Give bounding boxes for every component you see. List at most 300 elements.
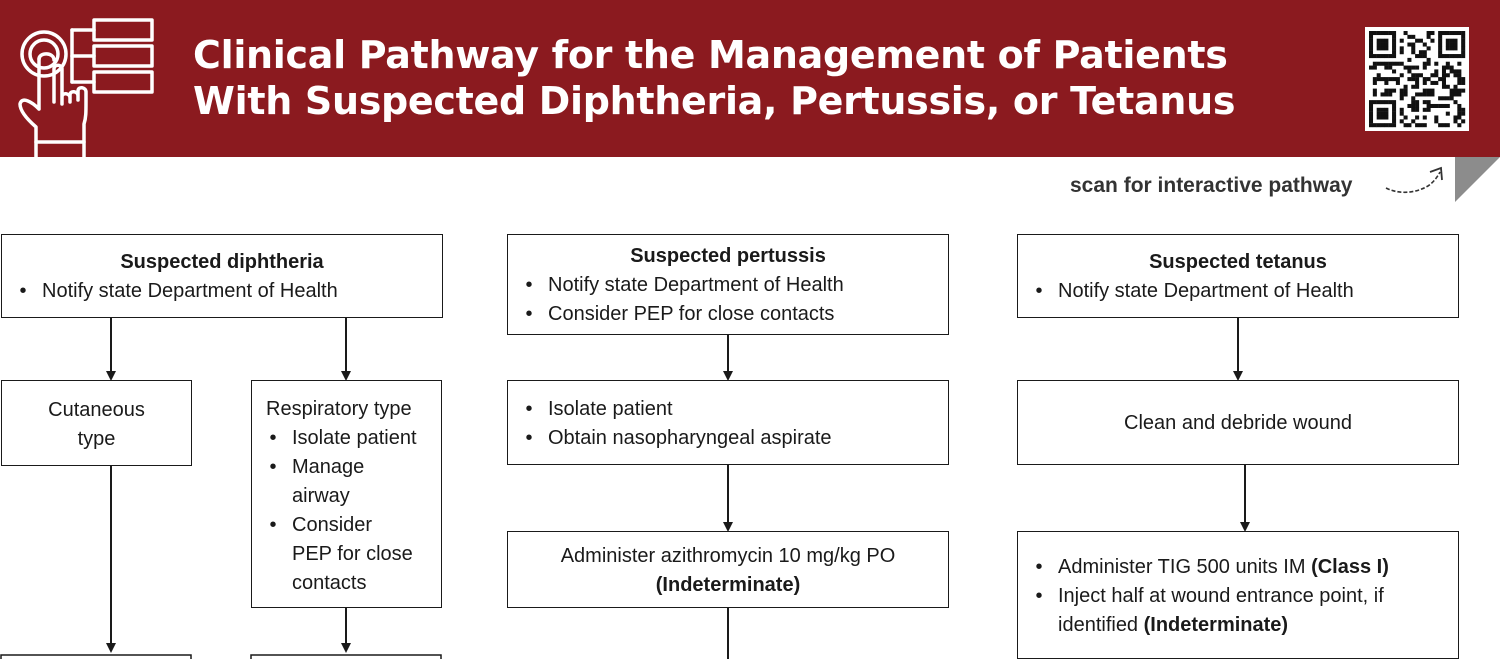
diphtheria-heading: Suspected diphtheria: [120, 251, 324, 273]
qr-module: [1427, 31, 1431, 35]
qr-module: [1384, 112, 1388, 116]
qr-module: [1377, 73, 1381, 77]
qr-module: [1373, 92, 1377, 96]
qr-module: [1415, 108, 1419, 112]
qr-module: [1400, 46, 1404, 50]
qr-module: [1411, 96, 1415, 100]
qr-module: [1369, 108, 1373, 112]
qr-module: [1396, 62, 1400, 66]
curved-arrow-icon: [1384, 160, 1446, 200]
qr-module: [1442, 66, 1446, 70]
qr-module: [1442, 123, 1446, 127]
qr-module: [1430, 31, 1434, 35]
qr-module: [1369, 39, 1373, 43]
qr-module: [1392, 89, 1396, 93]
qr-module: [1453, 85, 1457, 89]
qr-module: [1461, 108, 1465, 112]
qr-module: [1457, 123, 1461, 127]
tetanus-heading: Suspected tetanus: [1149, 251, 1327, 273]
qr-module: [1415, 73, 1419, 77]
qr-module: [1461, 81, 1465, 85]
qr-module: [1369, 43, 1373, 47]
list-item: • Manage airway: [266, 453, 441, 511]
qr-module: [1392, 119, 1396, 123]
evidence-class: (Class I): [1311, 556, 1389, 578]
qr-module: [1434, 119, 1438, 123]
qr-module: [1388, 31, 1392, 35]
qr-module: [1450, 43, 1454, 47]
qr-module: [1446, 85, 1450, 89]
qr-module: [1423, 62, 1427, 66]
qr-module: [1461, 54, 1465, 58]
qr-module: [1427, 35, 1431, 39]
qr-module: [1438, 50, 1442, 54]
qr-module: [1457, 115, 1461, 119]
qr-module: [1381, 43, 1385, 47]
qr-module: [1369, 66, 1373, 70]
qr-module: [1400, 119, 1404, 123]
qr-module: [1453, 100, 1457, 104]
qr-module: [1453, 43, 1457, 47]
qr-module: [1392, 112, 1396, 116]
qr-module: [1411, 73, 1415, 77]
qr-module: [1415, 85, 1419, 89]
qr-module: [1388, 62, 1392, 66]
qr-module: [1384, 39, 1388, 43]
qr-module: [1419, 54, 1423, 58]
qr-module: [1404, 31, 1408, 35]
qr-module: [1438, 43, 1442, 47]
qr-module: [1369, 115, 1373, 119]
qr-module: [1450, 92, 1454, 96]
qr-module: [1369, 35, 1373, 39]
qr-module: [1373, 123, 1377, 127]
qr-module: [1377, 108, 1381, 112]
qr-code-icon[interactable]: [1365, 27, 1469, 131]
qr-module: [1411, 77, 1415, 81]
qr-module: [1392, 39, 1396, 43]
qr-module: [1381, 77, 1385, 81]
qr-module: [1457, 73, 1461, 77]
azithromycin-dose: Administer azithromycin 10 mg/kg PO: [560, 545, 896, 567]
qr-module: [1381, 46, 1385, 50]
qr-module: [1407, 58, 1411, 62]
qr-module: [1423, 100, 1427, 104]
qr-module: [1384, 81, 1388, 85]
qr-module: [1446, 66, 1450, 70]
qr-module: [1415, 81, 1419, 85]
qr-module: [1423, 92, 1427, 96]
list-item: • Obtain nasopharyngeal aspirate: [522, 424, 948, 453]
qr-module: [1415, 77, 1419, 81]
qr-module: [1427, 100, 1431, 104]
list-item: • Isolate patient: [522, 395, 948, 424]
qr-module: [1392, 50, 1396, 54]
qr-module: [1434, 81, 1438, 85]
qr-module: [1430, 81, 1434, 85]
qr-module: [1427, 104, 1431, 108]
qr-module: [1423, 89, 1427, 93]
qr-module: [1384, 46, 1388, 50]
qr-module: [1457, 69, 1461, 73]
qr-module: [1423, 81, 1427, 85]
qr-module: [1396, 77, 1400, 81]
qr-module: [1384, 54, 1388, 58]
qr-module: [1384, 100, 1388, 104]
qr-module: [1427, 58, 1431, 62]
list-item: • Consider PEP for close contacts: [522, 300, 948, 329]
list-item: • Notify state Department of Health: [1032, 277, 1458, 306]
qr-module: [1415, 115, 1419, 119]
qr-module: [1369, 54, 1373, 58]
qr-module: [1384, 43, 1388, 47]
qr-module: [1384, 89, 1388, 93]
qr-module: [1457, 112, 1461, 116]
qr-module: [1423, 54, 1427, 58]
qr-module: [1411, 43, 1415, 47]
cutaneous-line-1: Cutaneous: [48, 399, 145, 421]
qr-module: [1373, 31, 1377, 35]
qr-module: [1461, 31, 1465, 35]
qr-module: [1450, 31, 1454, 35]
qr-module: [1446, 54, 1450, 58]
qr-module: [1461, 39, 1465, 43]
qr-module: [1427, 92, 1431, 96]
qr-module: [1442, 54, 1446, 58]
pertussis-heading: Suspected pertussis: [630, 245, 826, 267]
qr-module: [1381, 62, 1385, 66]
qr-module: [1407, 77, 1411, 81]
qr-module: [1450, 89, 1454, 93]
suspected-pertussis-box: [507, 234, 949, 335]
qr-module: [1388, 66, 1392, 70]
qr-module: [1461, 89, 1465, 93]
qr-module: [1373, 81, 1377, 85]
qr-module: [1415, 54, 1419, 58]
qr-module: [1377, 62, 1381, 66]
qr-module: [1427, 108, 1431, 112]
qr-module: [1457, 108, 1461, 112]
qr-module: [1369, 123, 1373, 127]
qr-module: [1450, 66, 1454, 70]
qr-module: [1381, 100, 1385, 104]
title-line-2: With Suspected Diphtheria, Pertussis, or Tetanus: [193, 79, 1236, 123]
qr-module: [1457, 104, 1461, 108]
qr-module: [1453, 39, 1457, 43]
qr-module: [1392, 115, 1396, 119]
qr-module: [1461, 43, 1465, 47]
qr-module: [1400, 96, 1404, 100]
qr-module: [1415, 39, 1419, 43]
qr-module: [1423, 50, 1427, 54]
qr-module: [1407, 66, 1411, 70]
qr-module: [1423, 108, 1427, 112]
qr-module: [1434, 104, 1438, 108]
qr-module: [1430, 39, 1434, 43]
qr-module: [1423, 123, 1427, 127]
qr-module: [1442, 96, 1446, 100]
qr-module: [1457, 54, 1461, 58]
qr-module: [1438, 31, 1442, 35]
qr-module: [1438, 123, 1442, 127]
qr-module: [1407, 104, 1411, 108]
qr-module: [1450, 54, 1454, 58]
cutaneous-type-box: [1, 380, 192, 466]
qr-module: [1388, 92, 1392, 96]
list-item: • Notify state Department of Health: [16, 277, 442, 306]
qr-module: [1388, 100, 1392, 104]
qr-module: [1446, 46, 1450, 50]
qr-module: [1396, 81, 1400, 85]
evidence-class: (Indeterminate): [1143, 614, 1289, 636]
scan-note: scan for interactive pathway: [1070, 174, 1353, 197]
qr-module: [1446, 123, 1450, 127]
qr-module: [1423, 43, 1427, 47]
qr-module: [1423, 66, 1427, 70]
qr-module: [1450, 39, 1454, 43]
qr-module: [1392, 46, 1396, 50]
qr-module: [1400, 73, 1404, 77]
qr-module: [1427, 46, 1431, 50]
qr-module: [1446, 104, 1450, 108]
qr-module: [1373, 66, 1377, 70]
qr-module: [1377, 31, 1381, 35]
respiratory-heading: Respiratory type: [266, 398, 412, 420]
qr-module: [1384, 123, 1388, 127]
qr-module: [1404, 92, 1408, 96]
qr-module: [1384, 92, 1388, 96]
qr-module: [1461, 46, 1465, 50]
qr-module: [1392, 31, 1396, 35]
qr-module: [1434, 73, 1438, 77]
qr-module: [1381, 112, 1385, 116]
qr-module: [1453, 92, 1457, 96]
qr-module: [1400, 89, 1404, 93]
qr-module: [1381, 31, 1385, 35]
qr-module: [1419, 92, 1423, 96]
qr-module: [1411, 119, 1415, 123]
qr-module: [1404, 85, 1408, 89]
qr-module: [1453, 89, 1457, 93]
qr-module: [1377, 46, 1381, 50]
qr-module: [1423, 77, 1427, 81]
qr-module: [1392, 69, 1396, 73]
qr-module: [1381, 123, 1385, 127]
qr-module: [1381, 39, 1385, 43]
qr-module: [1384, 66, 1388, 70]
qr-module: [1373, 54, 1377, 58]
qr-module: [1453, 73, 1457, 77]
qr-module: [1377, 100, 1381, 104]
qr-module: [1434, 69, 1438, 73]
qr-module: [1453, 119, 1457, 123]
tig-box: [1017, 531, 1459, 659]
qr-module: [1411, 100, 1415, 104]
list-item: • Notify state Department of Health: [522, 271, 948, 300]
qr-module: [1419, 39, 1423, 43]
qr-module: [1427, 89, 1431, 93]
qr-module: [1461, 35, 1465, 39]
qr-module: [1377, 54, 1381, 58]
qr-module: [1407, 123, 1411, 127]
qr-module: [1384, 77, 1388, 81]
qr-module: [1461, 112, 1465, 116]
qr-module: [1453, 69, 1457, 73]
qr-module: [1400, 108, 1404, 112]
qr-module: [1373, 100, 1377, 104]
qr-module: [1427, 77, 1431, 81]
qr-module: [1446, 43, 1450, 47]
qr-module: [1392, 62, 1396, 66]
qr-module: [1373, 62, 1377, 66]
qr-module: [1392, 77, 1396, 81]
qr-module: [1392, 100, 1396, 104]
qr-module: [1369, 50, 1373, 54]
qr-module: [1369, 104, 1373, 108]
qr-module: [1415, 92, 1419, 96]
qr-module: [1407, 43, 1411, 47]
qr-module: [1404, 89, 1408, 93]
qr-module: [1457, 81, 1461, 85]
qr-module: [1423, 115, 1427, 119]
list-item: • Isolate patient: [266, 424, 441, 453]
respiratory-type-box: [251, 380, 442, 608]
qr-module: [1404, 66, 1408, 70]
qr-module: [1430, 73, 1434, 77]
qr-module: [1400, 39, 1404, 43]
qr-module: [1400, 62, 1404, 66]
page-corner-fold: [1455, 157, 1500, 202]
qr-module: [1461, 50, 1465, 54]
title-line-1: Clinical Pathway for the Management of Patients: [193, 33, 1228, 77]
qr-module: [1377, 77, 1381, 81]
qr-module: [1388, 77, 1392, 81]
qr-module: [1392, 43, 1396, 47]
qr-module: [1457, 92, 1461, 96]
qr-module: [1434, 115, 1438, 119]
isolate-patient-box: [507, 380, 949, 465]
qr-module: [1369, 112, 1373, 116]
qr-module: [1369, 31, 1373, 35]
qr-module: [1442, 69, 1446, 73]
qr-module: [1411, 50, 1415, 54]
qr-module: [1430, 89, 1434, 93]
qr-module: [1442, 104, 1446, 108]
qr-module: [1446, 73, 1450, 77]
qr-module: [1415, 123, 1419, 127]
qr-module: [1427, 62, 1431, 66]
qr-module: [1446, 31, 1450, 35]
qr-module: [1392, 54, 1396, 58]
qr-module: [1407, 69, 1411, 73]
qr-module: [1388, 123, 1392, 127]
qr-module: [1388, 89, 1392, 93]
qr-module: [1415, 100, 1419, 104]
qr-module: [1438, 96, 1442, 100]
qr-module: [1450, 46, 1454, 50]
qr-module: [1369, 119, 1373, 123]
qr-module: [1442, 81, 1446, 85]
qr-module: [1438, 46, 1442, 50]
qr-module: [1450, 96, 1454, 100]
hand-tap-flowchart-icon: [14, 14, 164, 157]
suspected-tetanus-box: [1017, 234, 1459, 318]
qr-module: [1419, 73, 1423, 77]
qr-module: [1373, 77, 1377, 81]
suspected-diphtheria-box: [1, 234, 443, 318]
qr-module: [1384, 62, 1388, 66]
azithromycin-box: [507, 531, 949, 608]
qr-module: [1400, 50, 1404, 54]
next-box-respiratory: [251, 655, 441, 659]
qr-module: [1392, 123, 1396, 127]
qr-module: [1392, 35, 1396, 39]
evidence-class: (Indeterminate): [655, 574, 801, 596]
list-item: • Administer TIG 500 units IM (Class I): [1032, 553, 1458, 582]
qr-module: [1381, 115, 1385, 119]
qr-module: [1461, 119, 1465, 123]
qr-module: [1369, 100, 1373, 104]
list-item: • Inject half at wound entrance point, if identified (Indeterminate): [1032, 582, 1458, 640]
qr-module: [1438, 54, 1442, 58]
qr-module: [1400, 92, 1404, 96]
qr-module: [1377, 39, 1381, 43]
qr-module: [1415, 104, 1419, 108]
qr-module: [1453, 31, 1457, 35]
qr-module: [1404, 115, 1408, 119]
qr-module: [1453, 46, 1457, 50]
qr-module: [1392, 104, 1396, 108]
qr-module: [1411, 66, 1415, 70]
qr-module: [1377, 115, 1381, 119]
qr-module: [1457, 77, 1461, 81]
qr-module: [1377, 43, 1381, 47]
qr-module: [1384, 115, 1388, 119]
qr-module: [1461, 77, 1465, 81]
qr-module: [1457, 89, 1461, 93]
qr-module: [1438, 35, 1442, 39]
qr-module: [1411, 104, 1415, 108]
qr-module: [1411, 35, 1415, 39]
qr-module: [1381, 54, 1385, 58]
list-item: • Consider PEP for close contacts: [266, 511, 441, 598]
qr-module: [1438, 104, 1442, 108]
qr-module: [1381, 92, 1385, 96]
qr-module: [1415, 66, 1419, 70]
qr-module: [1377, 123, 1381, 127]
qr-module: [1400, 112, 1404, 116]
qr-module: [1411, 108, 1415, 112]
qr-module: [1384, 108, 1388, 112]
qr-module: [1377, 112, 1381, 116]
qr-module: [1419, 50, 1423, 54]
qr-module: [1430, 104, 1434, 108]
qr-module: [1411, 46, 1415, 50]
cutaneous-line-2: type: [77, 428, 116, 450]
qr-module: [1450, 69, 1454, 73]
qr-module: [1373, 89, 1377, 93]
qr-module: [1384, 31, 1388, 35]
next-box-cutaneous: [1, 655, 191, 659]
qr-module: [1453, 115, 1457, 119]
page-title: [193, 32, 1235, 124]
clean-wound-box: [1017, 380, 1459, 465]
qr-module: [1392, 108, 1396, 112]
qr-module: [1404, 123, 1408, 127]
qr-module: [1388, 54, 1392, 58]
qr-module: [1442, 73, 1446, 77]
qr-module: [1438, 77, 1442, 81]
